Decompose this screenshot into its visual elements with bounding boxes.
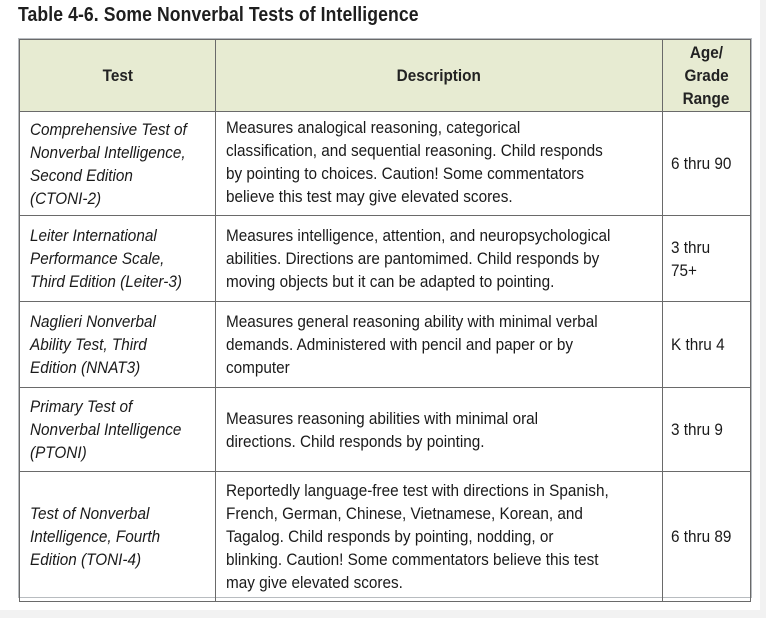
test-name-cell: Leiter International Performance Scale, Third Edition (Leiter-3) (20, 216, 216, 302)
table-title: Table 4-6. Some Nonverbal Tests of Intelligence (18, 4, 419, 26)
table-row (20, 388, 751, 472)
description-cell: Measures reasoning abilities with minimal oral directions. Child responds by pointing. (216, 388, 663, 472)
description-cell: Measures intelligence, attention, and neuropsychological abilities. Directions are pantomimed. Child responds by moving objects but it can be adapted to pointing. (216, 216, 663, 302)
description-cell: Measures general reasoning ability with minimal verbal demands. Administered with pencil and paper or by computer (216, 302, 663, 388)
age-range-cell: 6 thru 89 (662, 472, 750, 602)
header-age-grade-range: Age/ Grade Range (662, 40, 750, 112)
table-row (20, 216, 751, 302)
age-range-cell: K thru 4 (662, 302, 750, 388)
header-test: Test (20, 40, 216, 112)
age-range-cell: 3 thru 75+ (662, 216, 750, 302)
test-name-cell: Test of Nonverbal Intelligence, Fourth Edition (TONI-4) (20, 472, 216, 602)
table-row (20, 472, 751, 602)
table-header-row (20, 40, 751, 112)
test-name-cell: Naglieri Nonverbal Ability Test, Third Edition (NNAT3) (20, 302, 216, 388)
description-cell: Measures analogical reasoning, categorical classification, and sequential reasoning. Child responds by pointing to choices. Caution! Some commentators believe this test may give elevated scores. (216, 112, 663, 216)
header-description: Description (216, 40, 663, 112)
table-row (20, 302, 751, 388)
table-row (20, 112, 751, 216)
test-name-cell: Primary Test of Nonverbal Intelligence (PTONI) (20, 388, 216, 472)
description-cell: Reportedly language-free test with directions in Spanish, French, German, Chinese, Vietnamese, Korean, and Tagalog. Child responds by pointing, nodding, or blinking. Caution! Some commentators believe this test may give elevated scores. (216, 472, 663, 602)
intelligence-tests-table (19, 39, 751, 602)
age-range-cell: 3 thru 9 (662, 388, 750, 472)
test-name-cell: Comprehensive Test of Nonverbal Intelligence, Second Edition (CTONI-2) (20, 112, 216, 216)
age-range-cell: 6 thru 90 (662, 112, 750, 216)
